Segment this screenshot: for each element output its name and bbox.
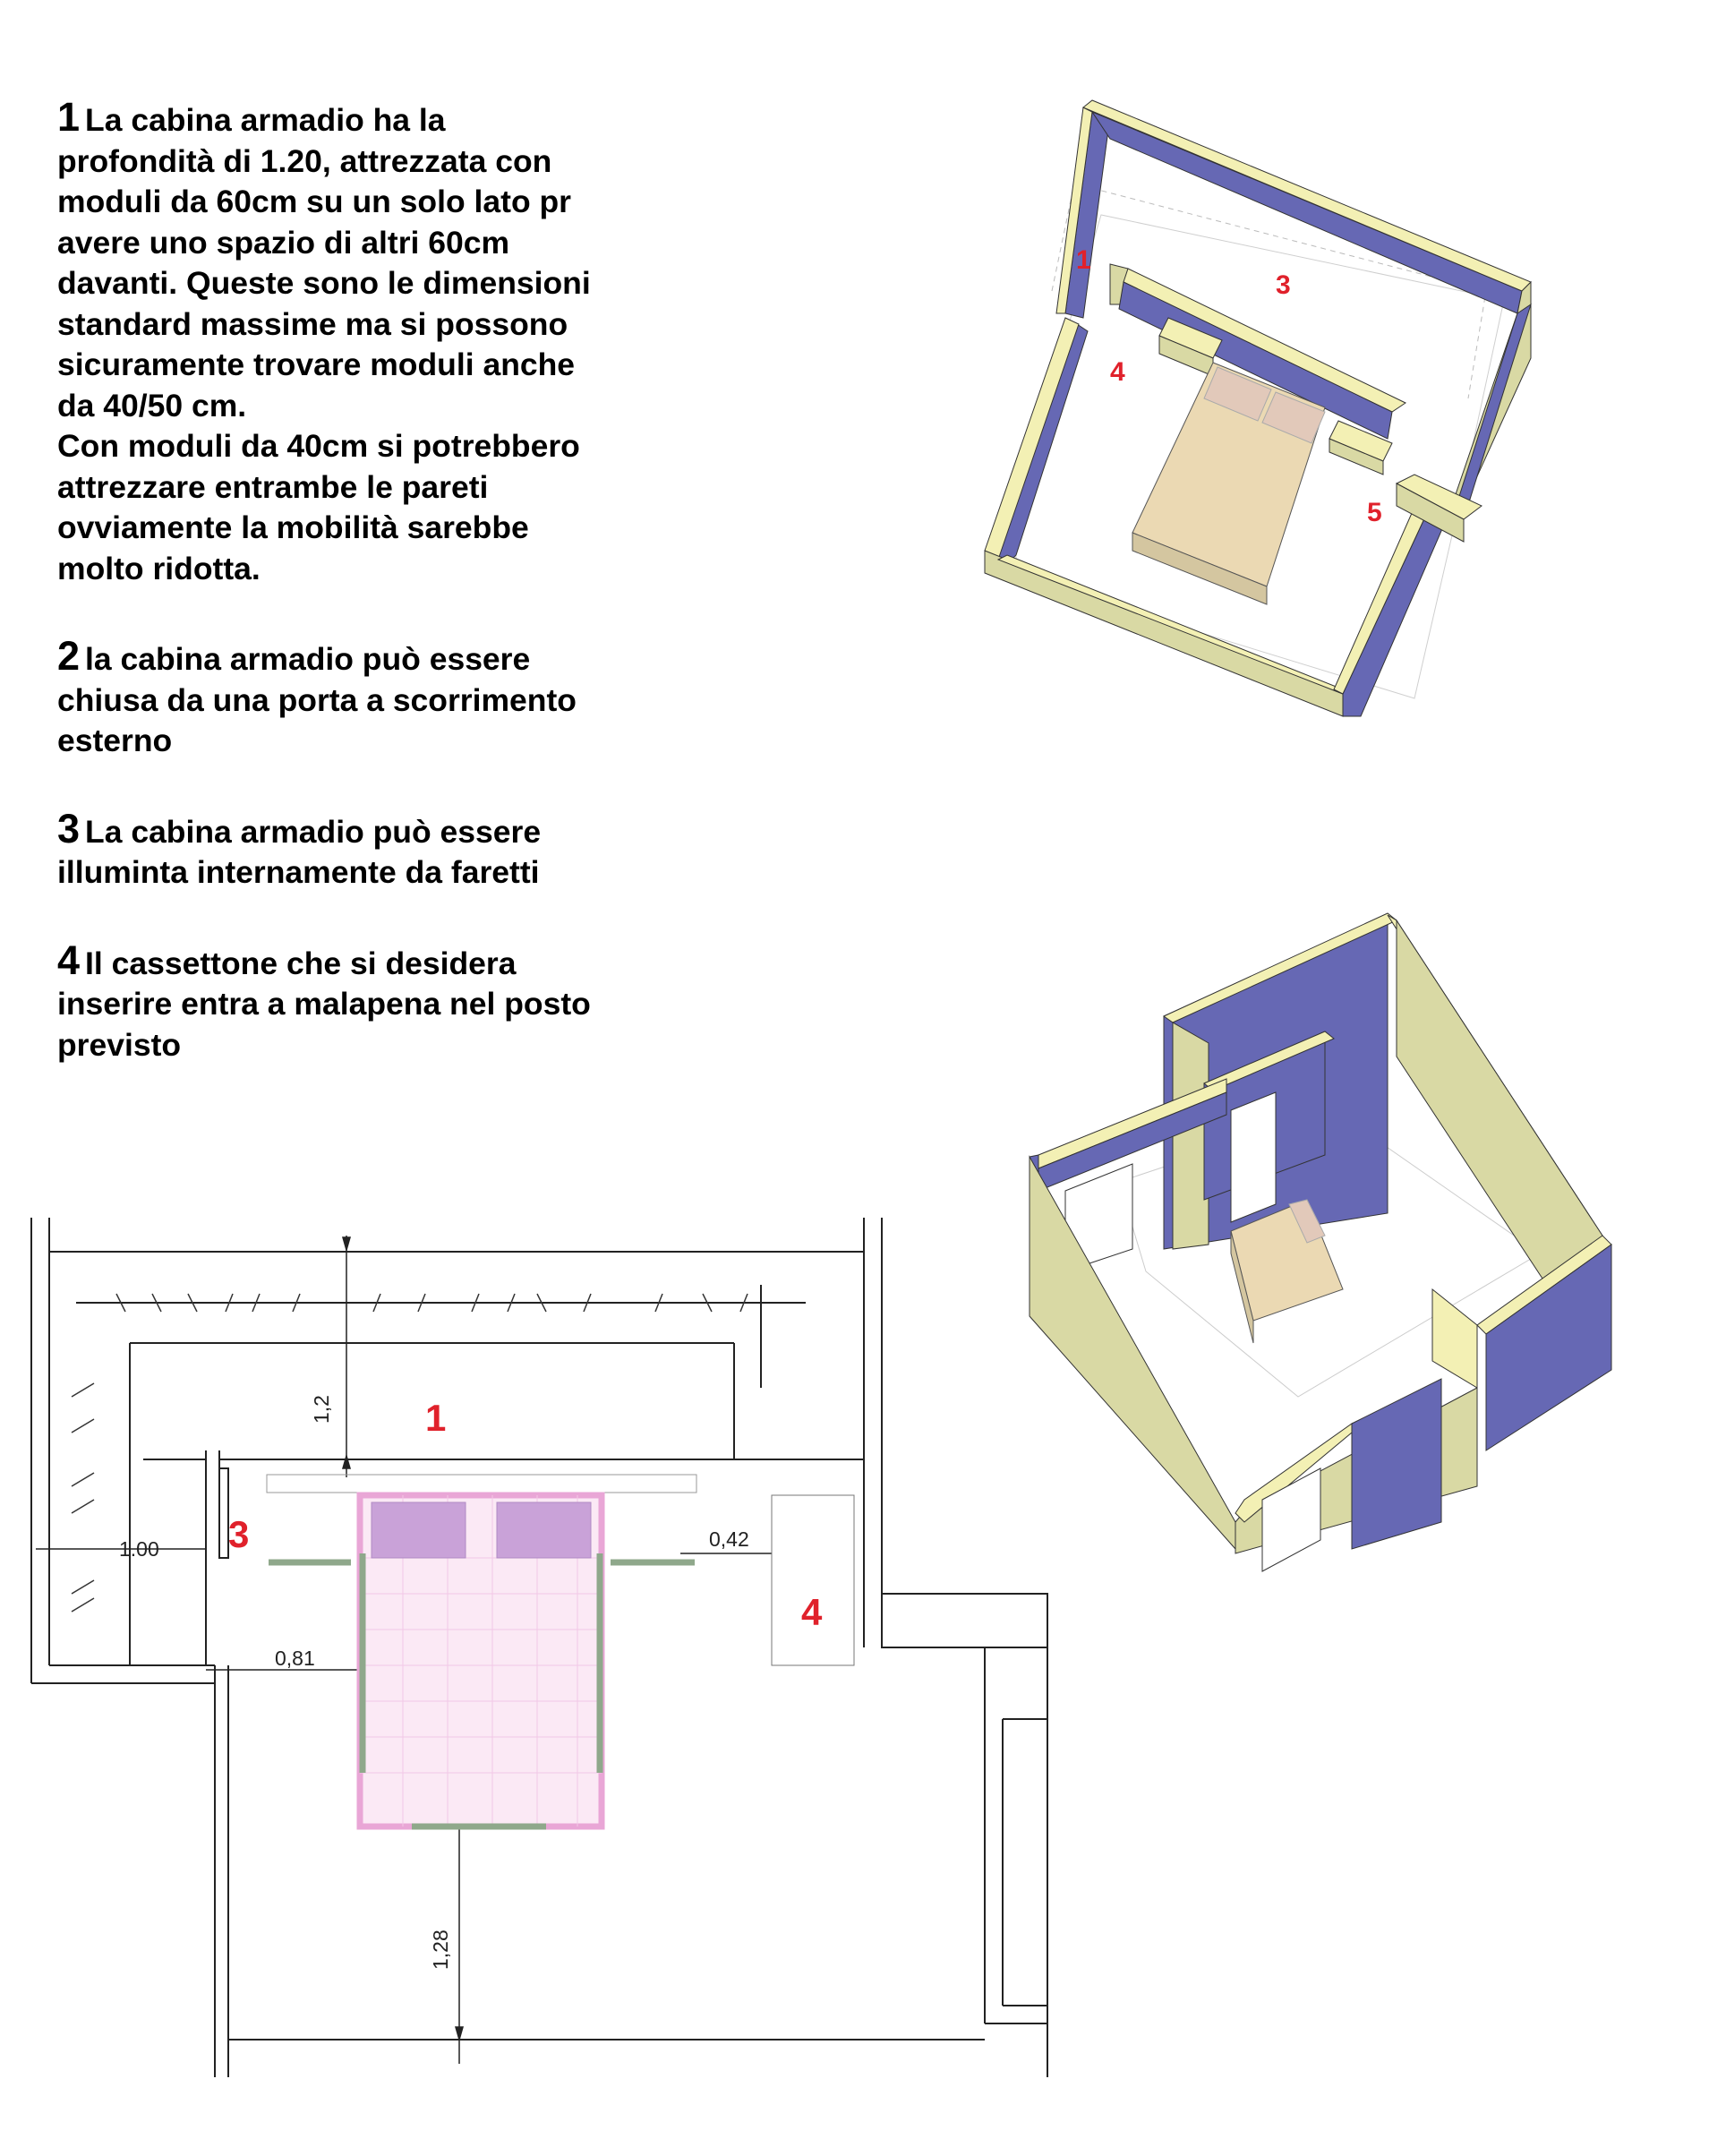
note-text: La cabina armadio può essere illuminta internamente da faretti [57,813,542,890]
hanger [72,1383,94,1397]
note-1 [57,94,648,589]
dimension-0-81: 0,81 [275,1647,315,1670]
doorway [1231,1092,1276,1222]
note-2 [57,633,648,762]
floor-plan [27,1218,1065,2086]
axonometric-view-top [967,90,1549,788]
dimension-1-00: 1.00 [119,1537,159,1561]
note-text: Il cassettone che si desidera inserire entra a malapena nel posto previsto [57,945,591,1063]
arrow [456,2027,463,2040]
dimension-0-42: 0,42 [709,1527,749,1551]
plan-label-1: 1 [425,1397,447,1439]
arrow [343,1456,350,1468]
wall [882,1594,1047,1647]
hanger [72,1580,94,1594]
note-number: 2 [57,633,81,679]
note-4 [57,937,648,1066]
wall [1173,1022,1209,1249]
dimension-1-2: 1,2 [310,1395,333,1424]
dimension-1-28: 1,28 [429,1929,452,1970]
plan-label-3: 3 [228,1513,250,1555]
note-3 [57,805,648,894]
wall [1352,1379,1441,1549]
label-4: 4 [1110,357,1125,387]
hanger [72,1473,94,1486]
label-3: 3 [1276,270,1291,300]
hanger [72,1500,94,1513]
pillow [497,1502,591,1558]
note-number: 1 [57,94,81,140]
hanger [72,1419,94,1433]
plan-label-4: 4 [801,1591,823,1633]
pillow [372,1502,466,1558]
note-text: la cabina armadio può essere chiusa da una porta a scorrimento esterno [57,641,577,758]
note-number: 4 [57,937,81,983]
axonometric-view-bottom [1012,895,1638,1647]
label-1: 1 [1076,245,1091,275]
hanger [72,1598,94,1612]
note-number: 3 [57,805,81,851]
label-5: 5 [1367,498,1382,527]
shelf [267,1475,696,1493]
door-panel [219,1468,228,1558]
note-text: La cabina armadio ha la profondità di 1.20, attrezzata con moduli da 60cm su un solo lato pr avere uno spazio di altri 60cm davanti. Queste sono le dimensioni standard massime ma si possono sicuramente trovare moduli anche da 40/50 cm. Con moduli da 40cm si potrebbero attrezzare entrambe le pareti ovviamente la mobilità sarebbe molto ridotta. [57,102,591,586]
drawer-cabinet [772,1495,854,1665]
notes-panel [57,94,648,1112]
arrow [343,1237,350,1250]
